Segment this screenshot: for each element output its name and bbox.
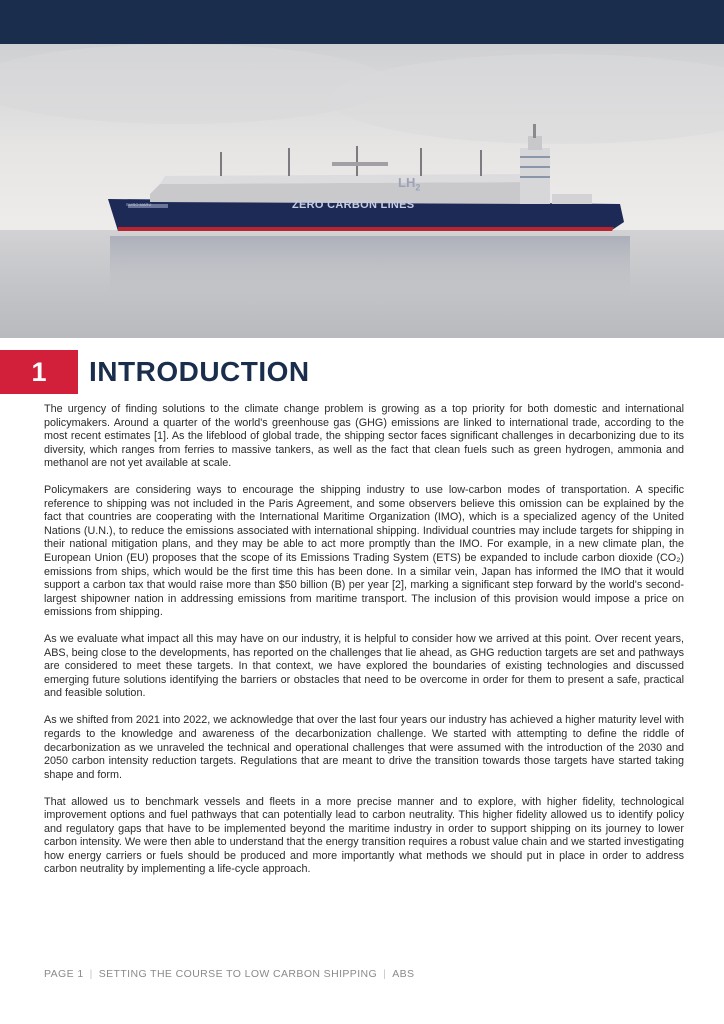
page-footer bbox=[44, 968, 414, 980]
tank-text-sub: 2 bbox=[415, 182, 421, 193]
footer-separator: | bbox=[89, 968, 93, 980]
footer-organization: ABS bbox=[392, 968, 415, 980]
top-header-bar bbox=[0, 0, 724, 44]
paragraph-5: That allowed us to benchmark vessels and fleets in a more precise manner and to explore, with higher fidelity, technological improvement options and fuel pathways that can potentially lead to carbon neutrality. This higher fidelity allowed us to identify policy and regulatory gaps that have to be implemented beyond the maritime industry in order to support shipping on its journey to lower carbon intensity. We were then able to understand that the energy transition requires a robust value chain and we started investigating how energy carriers or fuels should be produced and more importantly what methods we should put in place in order to address carbon neutrality by implementing a life-cycle approach. bbox=[44, 795, 685, 876]
paragraph-2: Policymakers are considering ways to encourage the shipping industry to use low-carbon modes of transportation. A specific reference to shipping was not included in the Paris Agreement, and some observers believe this omission can be explained by the fact that countries are cooperating with the International Maritime Organization (IMO), which is a specialized agency of the United Nations (U.N.), to reduce the emissions associated with international shipping. Individual countries may include targets for shipping in their national mitigation plans, and they may be able to act more promptly than the IMO. For example, in a new climate plan, the European Union (EU) proposes that the scope of its Emissions Trading System (ETS) be expanded to include carbon dioxide (CO₂) emissions from ships, which would be the first time this has been done. In a similar vein, Japan has informed the IMO that it would support a carbon tax that would raise more than $50 billion (B) per year [2], marking a significant step forward by the world's second-largest shipowner nation in addressing emissions from maritime transport. The inclusion of this provision would impose a price on emissions from shipping. bbox=[44, 484, 684, 619]
body-text bbox=[44, 403, 684, 890]
paragraph-3: As we evaluate what impact all this may have on our industry, it is helpful to consider how we arrived at this point. Over recent years, ABS, being close to the developments, has reported on the challenges that lie ahead, as GHG reduction targets are set and pathways are considered to meet these targets. In that context, we have explored the boundaries of existing technologies and discussed emerging future solutions identifying the barriers or obstacles that need to be overcome in order for them to present a safe, practical and feasible solution. bbox=[44, 633, 684, 700]
section-title: INTRODUCTION bbox=[89, 356, 310, 387]
ship-name: SUISO MARU bbox=[126, 202, 152, 207]
tank-text bbox=[398, 175, 420, 193]
hero-image-ship bbox=[0, 44, 724, 338]
paragraph-4: As we shifted from 2021 into 2022, we acknowledge that over the last four years our industry has achieved a higher maturity level with regards to the knowledge and awareness of the decarbonization challenge. We started with attempting to define the riddle of decarbonization as we unraveled the technical and operational challenges that were assumed with the introduction of the 2030 and 2050 carbon intensity reduction targets. Regulations that are meant to drive the transition towards those targets have started taking shape and form. bbox=[44, 714, 684, 781]
hull-text: ZERO CARBON LINES bbox=[292, 199, 415, 211]
paragraph-1: The urgency of finding solutions to the climate change problem is growing as a top priority for both domestic and international policymakers. Around a quarter of the world's greenhouse gas (GHG) emissions are linked to international trade, according to the most recent estimates [1]. As the lifeblood of global trade, the shipping sector faces significant challenges in decarbonizing due to its diversity, which ranges from ferries to massive tankers, as well as the fact that clean fuels such as green hydrogen, ammonia and methanol are not yet available at scale. bbox=[44, 403, 684, 470]
footer-page-number: PAGE 1 bbox=[44, 968, 84, 980]
footer-document-title: SETTING THE COURSE TO LOW CARBON SHIPPING bbox=[98, 968, 378, 980]
tank-text-main: LH bbox=[398, 175, 416, 190]
footer-separator: | bbox=[383, 968, 387, 980]
section-number-badge: 1 bbox=[0, 350, 78, 394]
